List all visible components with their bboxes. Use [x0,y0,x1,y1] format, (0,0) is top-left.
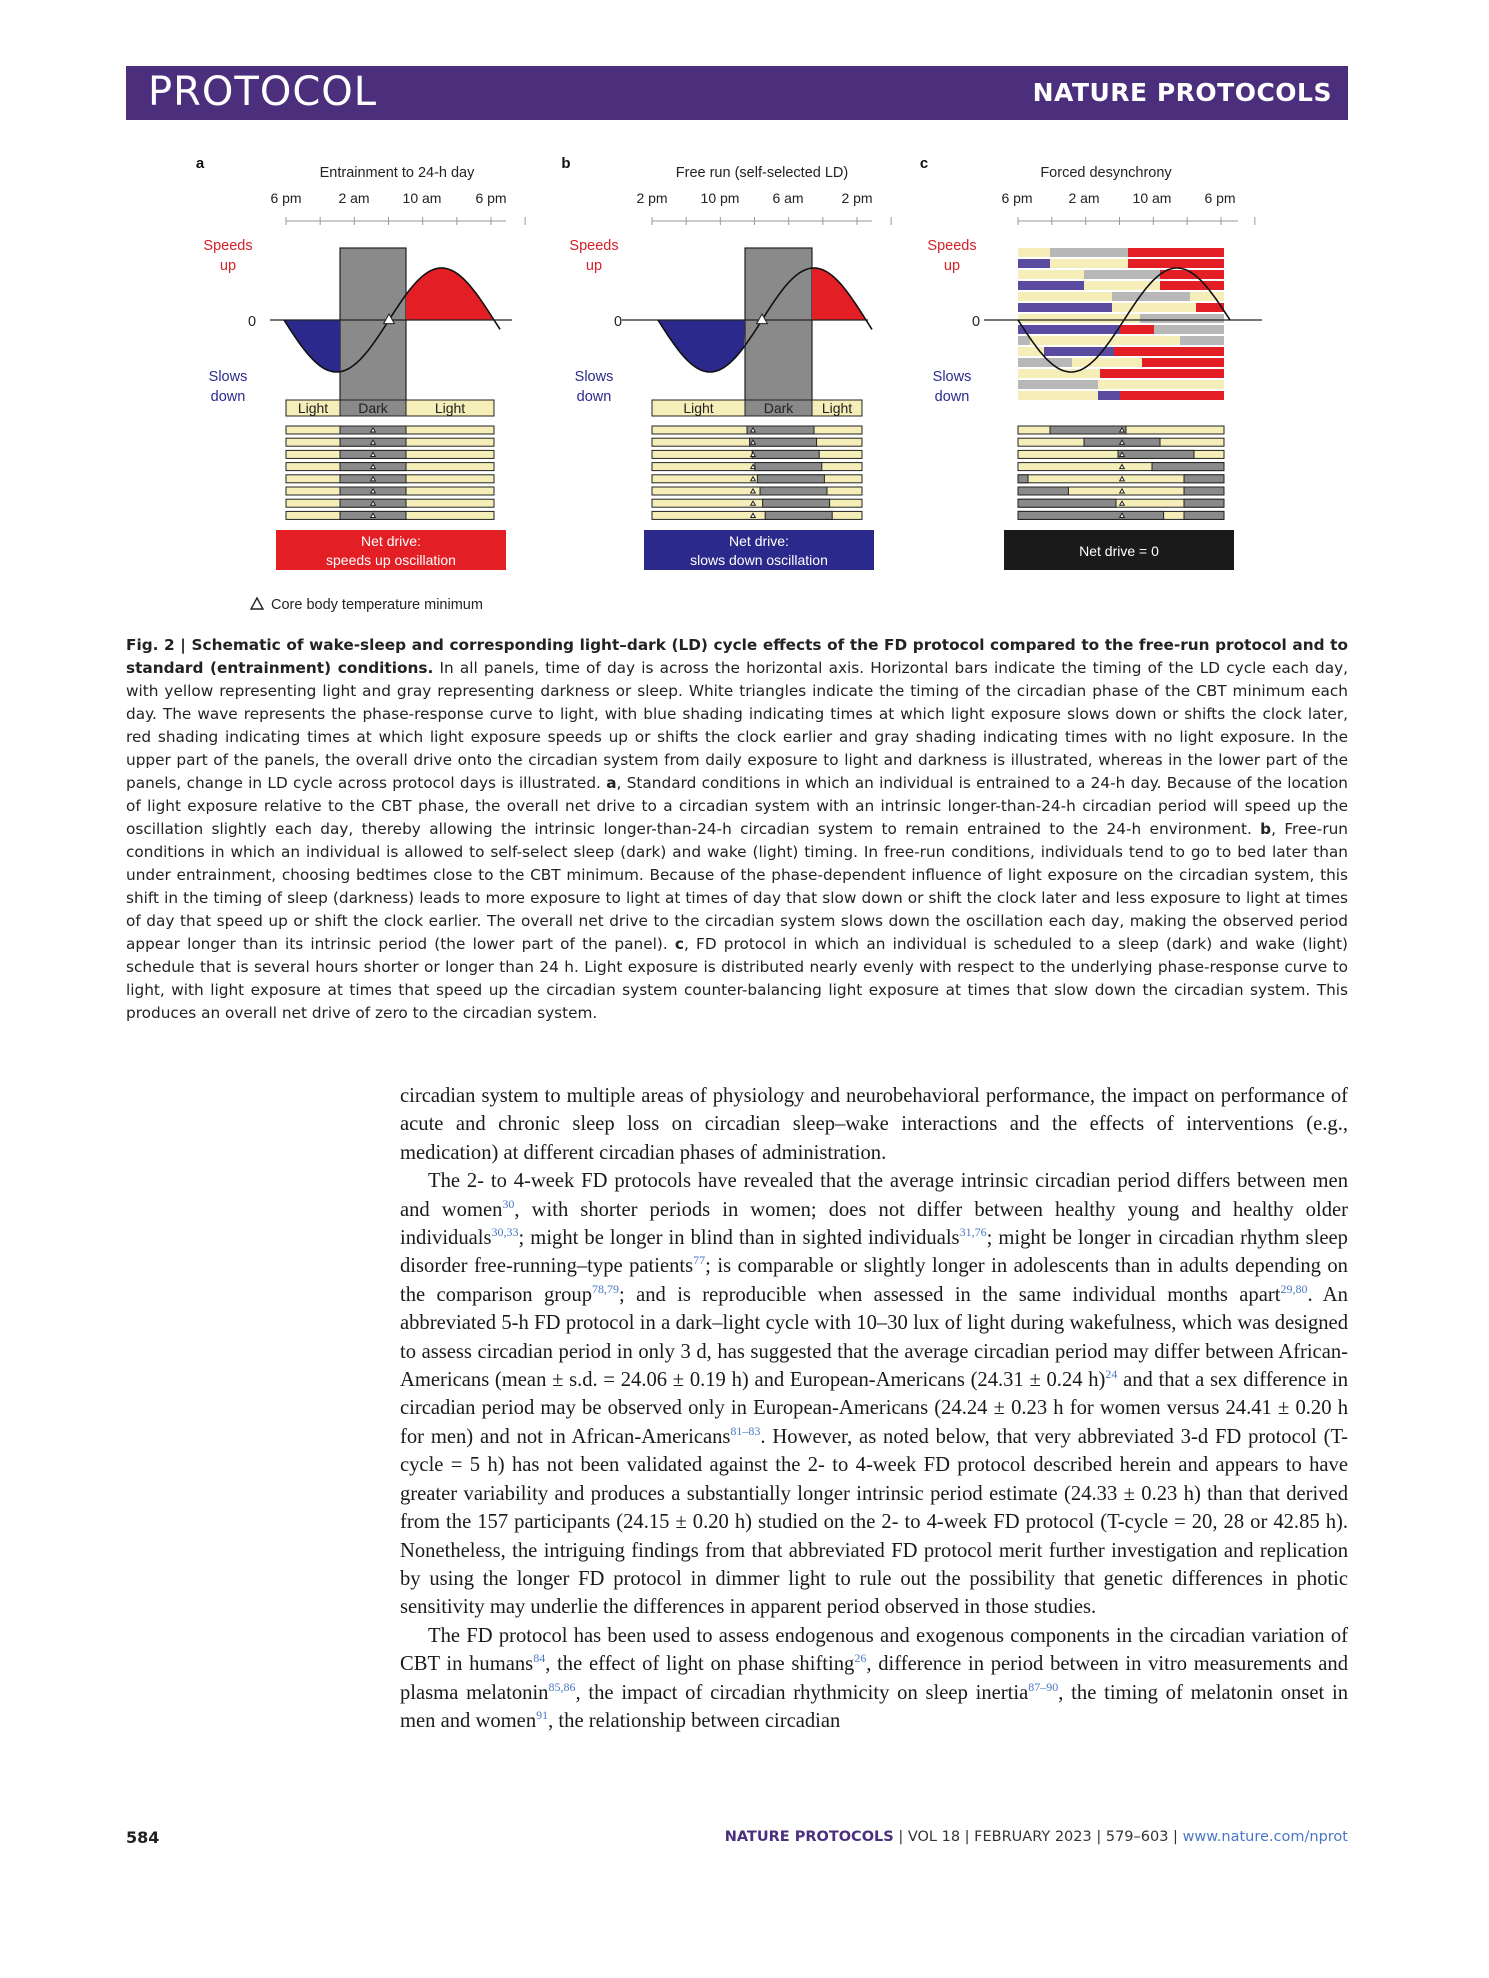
day-bar-dark [752,450,819,458]
fd-exposure-bar [1018,380,1098,389]
tick-label: 6 pm [1204,190,1236,206]
caption-text-4: , FD protocol in which an individual is scheduled to a sleep (dark) and wake (light) schedule that is several hours shorter or longer than 24 h. Light exposure is distributed nearly evenly with respect to the underlying phase-response curve to light, with light exposure at times that speed up the circadian system counter-balancing light exposure at times that slow down the circadian system. This produces an overall net drive of zero to the circadian system. [126,935,1348,1022]
zero-label: 0 [613,314,623,330]
figure-panel-c [920,155,1262,570]
net-drive-text: slows down oscillation [690,552,828,568]
tick-label: 6 pm [1001,190,1033,206]
zero-label: 0 [971,314,981,330]
panel-title: Forced desynchrony [1040,165,1172,181]
net-drive-text: Net drive: [361,533,421,549]
fd-exposure-bar [1114,347,1224,356]
footer-url[interactable]: www.nature.com/nprot [1182,1829,1348,1845]
footer-pages: 579–603 [1105,1829,1169,1845]
fd-exposure-bar [1160,270,1224,279]
figure-caption [126,634,1348,1025]
speeds-up-shading [406,268,494,320]
citation-ref[interactable]: 91 [536,1708,549,1723]
speeds-up-label: Speeds [927,238,977,254]
fd-exposure-bar [1100,369,1224,378]
tick-label: 6 pm [270,190,302,206]
fd-exposure-bar [1018,248,1050,257]
body-text [400,1082,1348,1735]
day-bar-dark [755,463,822,471]
day-bar-dark [1184,487,1224,495]
day-bar-dark [763,499,830,507]
figure-panel-b [561,155,891,570]
day-bar-dark [750,438,817,446]
day-bar-dark [1018,511,1164,519]
citation-ref[interactable]: 78,79 [592,1281,620,1296]
tick-label: 6 am [772,190,804,206]
fd-exposure-bar [1120,391,1224,400]
tick-label: 2 am [1068,190,1100,206]
fd-exposure-bar [1018,358,1072,367]
speeds-up-shading [812,268,866,320]
tick-label: 2 pm [841,190,873,206]
day-bar-dark [1118,450,1194,458]
fd-exposure-bar [1128,259,1224,268]
tick-label: 10 am [1132,190,1172,206]
fd-exposure-bar [1030,336,1180,345]
panel-title: Free run (self-selected LD) [675,165,849,181]
footer-journal: NATURE PROTOCOLS [724,1829,894,1845]
fd-exposure-bar [1018,369,1100,378]
day-bar-light [652,487,862,495]
header-banner [126,66,1348,120]
slows-down-label: Slows [932,369,972,385]
day-bar-dark [1184,499,1224,507]
light-label: Light [297,400,329,416]
fd-exposure-bar [1018,314,1140,323]
fd-exposure-bar [1084,270,1160,279]
net-drive-text: Net drive: [729,533,789,549]
footer-sep: | [893,1829,908,1845]
slows-down-shading [284,320,340,372]
day-bar-dark [1018,487,1068,495]
citation-ref[interactable]: 29,80 [1280,1281,1308,1296]
dark-label: Dark [763,400,794,416]
fd-exposure-bar [1098,380,1224,389]
fd-exposure-bar [1018,270,1084,279]
day-bar-dark [1018,499,1116,507]
fd-exposure-bar [1098,391,1120,400]
fd-exposure-bar [1112,292,1190,301]
slows-down-shading [658,320,745,372]
day-bar-dark [1018,475,1028,483]
day-bar-dark [747,426,814,434]
footer-date: FEBRUARY 2023 [974,1829,1092,1845]
day-bar-dark [1050,426,1126,434]
citation-ref[interactable]: 26 [854,1651,867,1666]
speeds-up-label: up [585,258,603,274]
speeds-up-label: Speeds [203,238,253,254]
footer-sep: | [1168,1829,1183,1845]
legend-triangle-icon [251,598,263,609]
caption-text-1: In all panels, time of day is across the horizontal axis. Horizontal bars indicate the timing of the LD cycle each day, with yellow representing light and gray representing darkness or sleep. White triangles indicate the timing of the circadian phase of the CBT minimum each day. The wave represents the phase-response curve to light, with blue shading indicating times at which light exposure slows down or shifts the clock later, red shading indicating times at which light exposure speeds up or shifts the clock earlier and gray shading indicating times with no light exposure. In the upper part of the panels, the overall drive onto the circadian system from daily exposure to light and darkness is illustrated, whereas in the lower part of the panels, change in LD cycle across protocol days is illustrated. [126,659,1348,792]
fd-exposure-bar [1140,314,1224,323]
fd-exposure-bar [1154,325,1224,334]
day-bar-dark [1152,463,1224,471]
fd-exposure-bar [1180,336,1224,345]
fd-exposure-bar [1190,292,1224,301]
speeds-up-label: up [943,258,961,274]
paragraph-1: circadian system to multiple areas of physiology and neurobehavioral performance, the impact on performance of acute and chronic sleep loss on circadian sleep–wake interactions and the effects of interventions (e.g., medication) at different circadian phases of administration. [400,1085,1348,1164]
panel-letter: c [919,155,929,172]
dark-label: Dark [358,400,388,416]
fd-exposure-bar [1018,391,1098,400]
citation-ref[interactable]: 24 [1105,1367,1118,1382]
light-label: Light [821,400,853,416]
fd-exposure-bar [1120,325,1154,334]
citation-ref[interactable]: 30,33 [491,1225,519,1240]
net-drive-box [276,530,506,570]
citation-ref[interactable]: 77 [693,1253,706,1268]
tick-label: 2 pm [636,190,668,206]
dark-period [340,248,406,404]
panel-letter: a [195,155,205,172]
footer-citation [725,1829,1348,1845]
section-label: PROTOCOL [148,69,378,115]
ld-label-bar [286,400,494,416]
citation-ref[interactable]: 31,76 [959,1225,987,1240]
journal-name: NATURE PROTOCOLS [1032,78,1332,107]
paragraph-2: The 2- to 4-week FD protocols have revealed that the average intrinsic circadian period differs between men and women$^{30}$, with shorter periods in women; does not differ between healthy young and healthy older individuals$^{30,33}$; might be longer in blind than in sighted individuals$^{31,76}$; might be longer in circadian rhythm sleep disorder free-running–type patients$^{77}$; is comparable or slightly longer in adolescents than in adults depending on the comparison group$^{78,79}$; and is reproducible when assessed in the same individual months apart$^{29,80}$. An abbreviated 5-h FD protocol in a dark–light cycle with 10–30 lux of light during wakefulness, which was designed to assess circadian period in only 3 d, has suggested that the average circadian period may differ between African-Americans (mean ± s.d. = 24.06 ± 0.19 h) and European-Americans (24.31 ± 0.24 h)$^{24}$ and that a sex difference in circadian period may be observed only in European-Americans (24.24 ± 0.23 h for women versus 24.41 ± 0.20 h for men) and not in African-Americans$^{81-83}$. However, as noted below, that very abbreviated 3-d FD protocol (T-cycle = 5 h) has not been validated against the 2- to 4-week FD protocol described herein and appears to have greater variability and produces a substantially longer intrinsic period estimate (24.33 ± 0.23 h) than that derived from the 157 participants (24.15 ± 0.20 h) studied on the 2- to 4-week FD protocol (T-cycle = 20, 28 or 42.85 h). Nonetheless, the intriguing findings from that abbreviated FD protocol merit further investigation and replication by using the longer FD protocol in dimmer light to rule out the possibility that genetic differences in photic sensitivity may underlie the differences in apparent period observed in those studies. [400,1170,1348,1619]
citation-ref[interactable]: 84 [533,1651,546,1666]
fd-exposure-bar [1112,303,1196,312]
slows-down-label: Slows [208,369,248,385]
tick-label: 2 am [338,190,370,206]
zero-label: 0 [247,314,257,330]
footer-volume: VOL 18 [907,1829,961,1845]
paragraph-3: The FD protocol has been used to assess endogenous and exogenous components in the circadian variation of CBT in humans$^{84}$, the effect of light on phase shifting$^{26}$, difference in period between in vitro measurements and plasma melatonin$^{85,86}$, the impact of circadian rhythmicity on sleep inertia$^{87-90}$, the timing of melatonin onset in men and women$^{91}$, the relationship between circadian [400,1624,1348,1732]
light-label: Light [434,400,466,416]
day-bar-dark [765,511,832,519]
citation-ref[interactable]: 81–83 [730,1424,761,1439]
fd-exposure-bar [1018,281,1084,290]
fd-exposure-bar [1128,248,1224,257]
fd-exposure-bar [1142,358,1224,367]
fd-exposure-bar [1050,259,1128,268]
caption-text-3: , Free-run conditions in which an individual is allowed to self-select sleep (dark) and wake (light) timing. In free-run conditions, individuals tend to go to bed later than under entrainment, choosing bedtimes close to the CBT minimum. Because of the phase-dependent influence of light exposure on the circadian system, this shift in the timing of sleep (darkness) leads to more exposure to light at times of day that slow down or shift the clock later and less exposure to light at times of day that speed up or shift the clock earlier. The overall net drive to the circadian system slows down the oscillation each day, making the observed period appear longer than its intrinsic period (the lower part of the panel). [126,820,1348,953]
speeds-up-label: Speeds [569,238,619,254]
tick-label: 6 pm [475,190,507,206]
slows-down-label: down [210,389,246,405]
page-number: 584 [126,1828,160,1847]
ld-label-bar [652,400,862,416]
day-bar-dark [760,487,827,495]
caption-text-2: , Standard conditions in which an individual is entrained to a 24-h day. Because of the location of light exposure relative to the CBT phase, the overall net drive to a circadian system with an intrinsic longer-than-24-h circadian period will speed up the oscillation slightly each day, thereby allowing the intrinsic longer-than-24-h circadian system to remain entrained to the 24-h environment. [126,774,1348,838]
footer-sep: | [960,1829,975,1845]
fd-exposure-bar [1018,292,1112,301]
fd-exposure-bar [1018,259,1050,268]
legend-label: Core body temperature minimum [271,597,483,613]
day-bar-dark [757,475,824,483]
caption-panel-b: b [1260,820,1272,838]
footer-sep: | [1091,1829,1106,1845]
citation-ref[interactable]: 85,86 [548,1679,576,1694]
caption-label: Fig. 2 | Schematic of wake-sleep and corresponding light–dark (LD) cycle effects of the FD protocol compared to the free-run protocol and to standard (entrainment) conditions. [126,636,1348,677]
citation-ref[interactable]: 87–90 [1028,1679,1059,1694]
tick-label: 10 am [402,190,442,206]
day-bar-dark [1184,511,1224,519]
fd-exposure-bar [1160,281,1224,290]
tick-label: 10 pm [700,190,740,206]
day-bar-light [652,499,862,507]
day-bar-dark [1184,475,1224,483]
net-drive-box [644,530,874,570]
slows-down-label: down [934,389,970,405]
panel-title: Entrainment to 24-h day [319,165,475,181]
light-label: Light [683,400,714,416]
net-drive-box [1004,530,1234,570]
net-drive-text: speeds up oscillation [326,552,456,568]
figure-panel-a [196,155,525,570]
figure-legend [251,597,483,613]
citation-ref[interactable]: 30 [502,1196,515,1211]
speeds-up-label: up [219,258,237,274]
caption-panel-a: a [606,774,617,792]
slows-down-label: down [576,389,612,405]
caption-panel-c: c [674,935,684,953]
fd-exposure-bar [1050,248,1128,257]
fd-exposure-bar [1018,336,1030,345]
fd-exposure-bar [1018,325,1120,334]
slows-down-label: Slows [574,369,614,385]
panel-letter: b [561,155,571,172]
fd-exposure-bar [1018,303,1112,312]
figure-2 [0,150,1489,620]
net-drive-text: Net drive = 0 [1079,543,1159,559]
fd-exposure-bar [1072,358,1142,367]
